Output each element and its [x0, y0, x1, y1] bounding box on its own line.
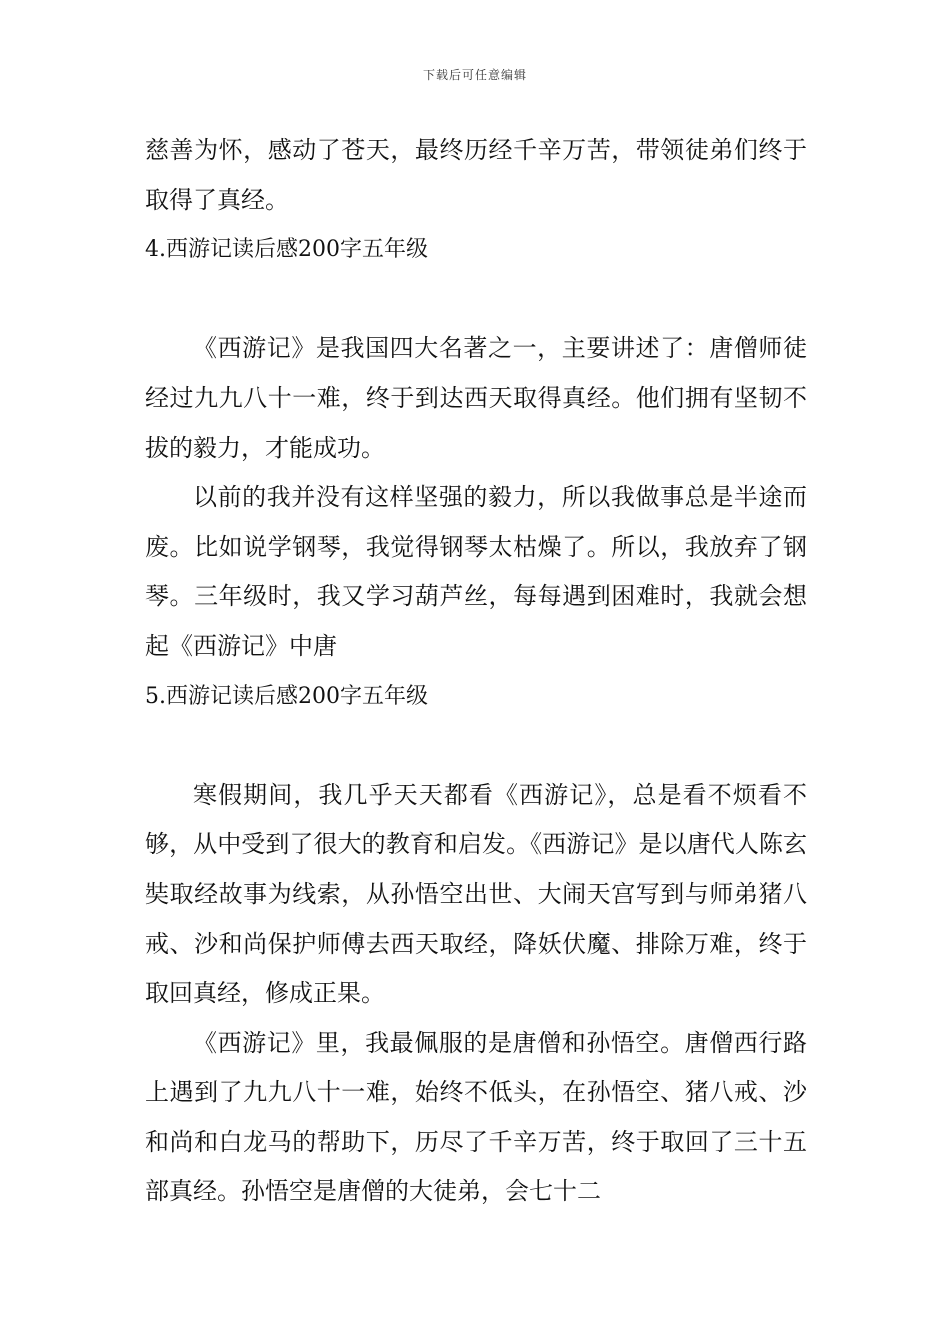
paragraph: 慈善为怀，感动了苍天，最终历经千辛万苦，带领徒弟们终于取得了真经。 — [145, 136, 807, 214]
paragraph: 以前的我并没有这样坚强的毅力，所以我做事总是半途而废。比如说学钢琴，我觉得钢琴太枯燥了。所以，我放弃了钢琴。三年级时，我又学习葫芦丝，每每遇到困难时，我就会想起《西游记》中唐 — [145, 483, 807, 660]
paragraph: 《西游记》是我国四大名著之一，主要讲述了：唐僧师徒经过九九八十一难，终于到达西天取得真经。他们拥有坚韧不拔的毅力，才能成功。 — [145, 334, 807, 462]
section-heading: 4.西游记读后感200字五年级 — [145, 237, 428, 263]
blank-line — [145, 721, 807, 771]
paragraph: 《西游记》里，我最佩服的是唐僧和孙悟空。唐僧西行路上遇到了九九八十一难，始终不低头，在孙悟空、猪八戒、沙和尚和白龙马的帮助下，历尽了千辛万苦，终于取回了三十五部真经。孙悟空是唐僧的大徒弟，会七十二 — [145, 1028, 807, 1206]
section-heading: 5.西游记读后感200字五年级 — [145, 683, 428, 709]
document-body — [145, 126, 807, 1217]
paragraph: 寒假期间，我几乎天天都看《西游记》，总是看不烦看不够，从中受到了很大的教育和启发。《西游记》是以唐代人陈玄奘取经故事为线索，从孙悟空出世、大闹天宫写到与师弟猪八戒、沙和尚保护师傅去西天取经，降妖伏魔、排除万难，终于取回真经，修成正果。 — [145, 780, 807, 1008]
blank-line — [145, 275, 807, 325]
page-header: 下载后可任意编辑 — [422, 68, 527, 82]
